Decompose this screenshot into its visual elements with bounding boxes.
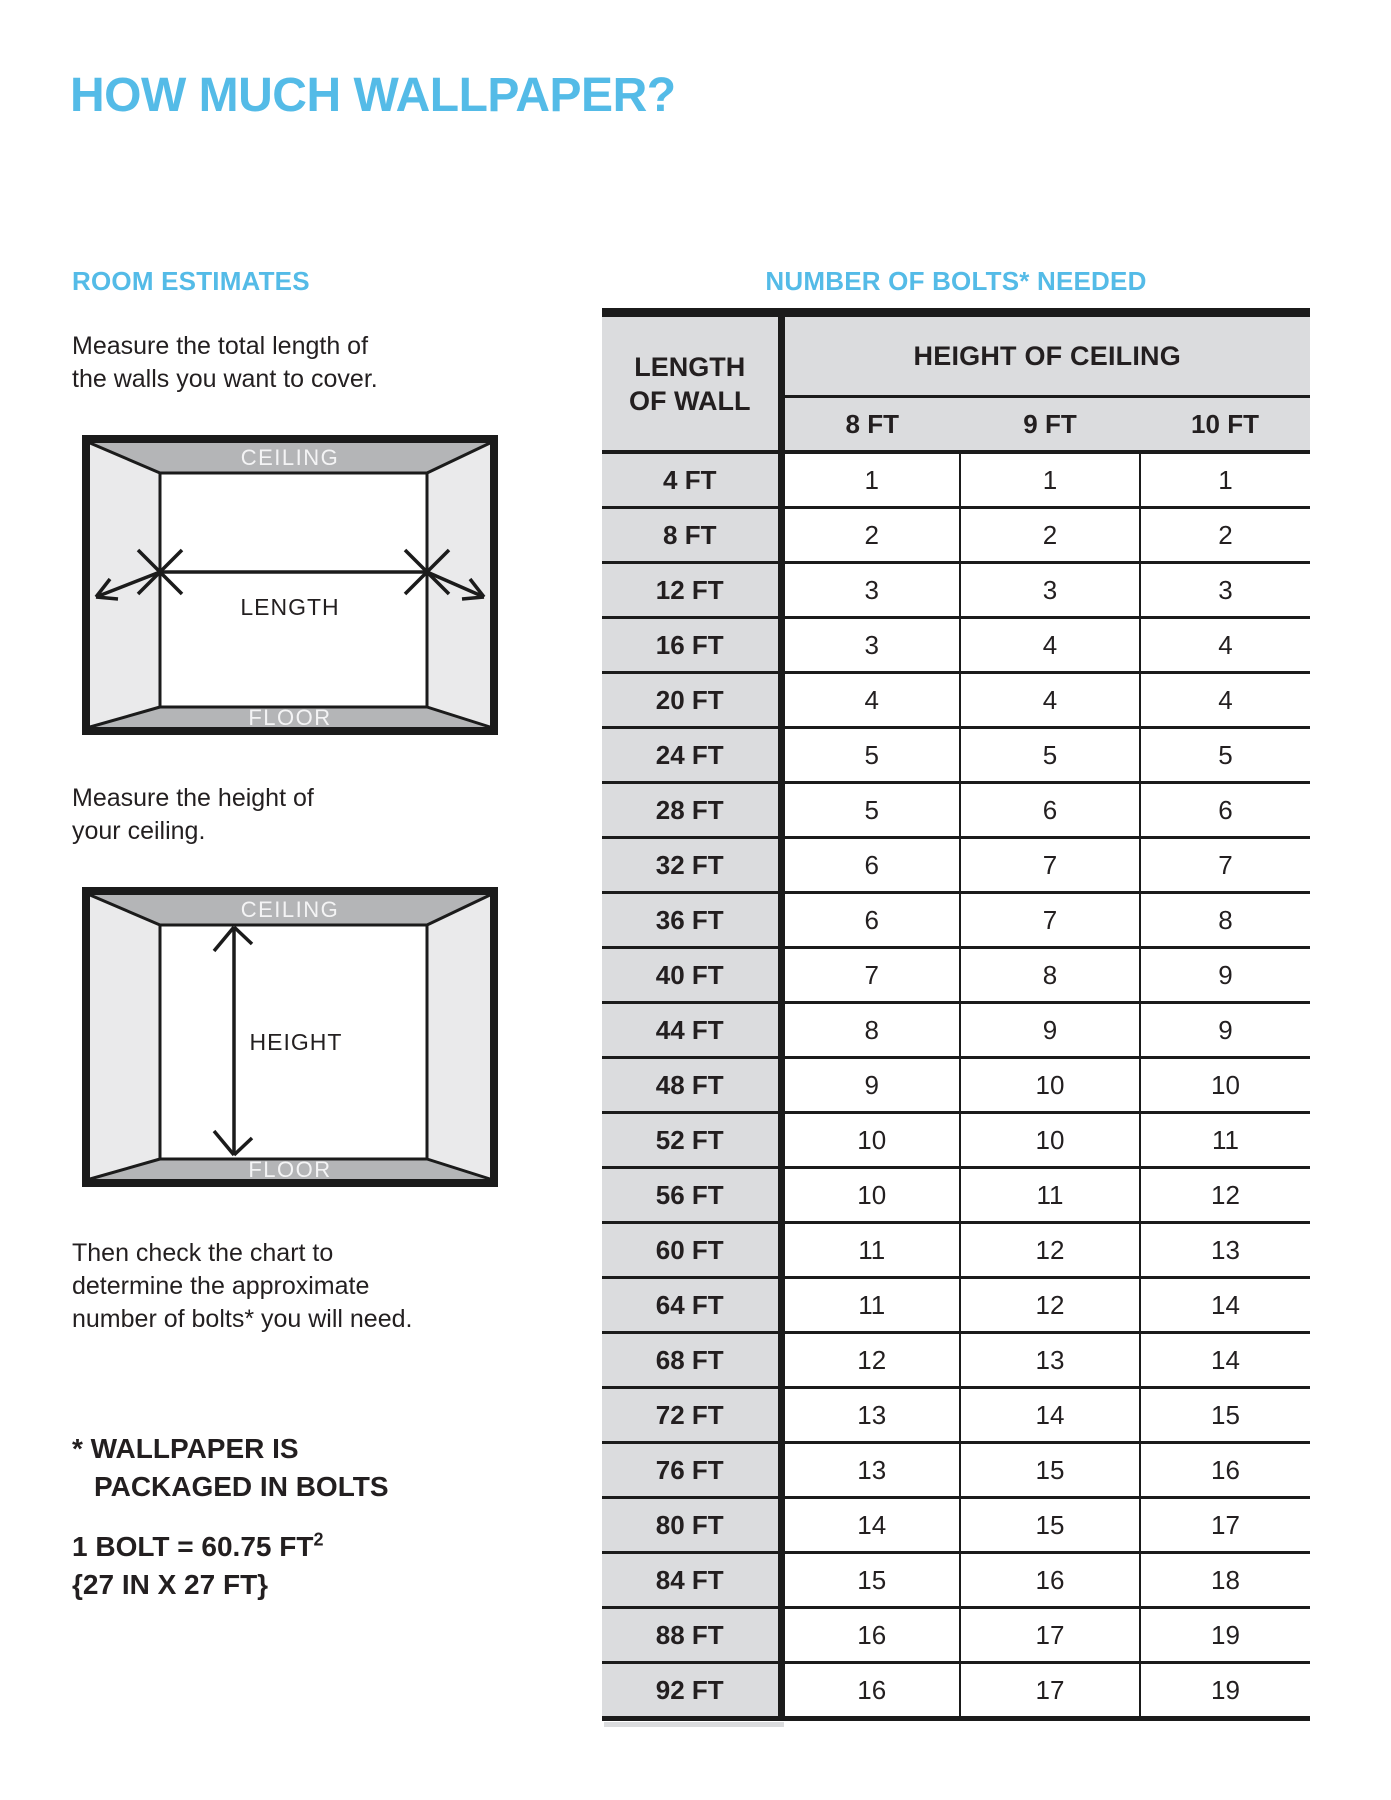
bolt-count-cell: 12 [1140,1168,1310,1223]
bolt-count-cell: 11 [960,1168,1140,1223]
bolt-count-cell: 10 [960,1058,1140,1113]
text-line: determine the approximate [72,1272,370,1300]
bolt-table [602,308,1310,1721]
bolts-needed-heading: NUMBER OF BOLTS* NEEDED [765,266,1147,296]
wall-length-cell: 84 FT [602,1553,781,1608]
bolt-count-cell: 11 [781,1223,960,1278]
back-wall [160,473,427,707]
bolt-count-cell: 2 [1140,508,1310,563]
bolt-count-cell: 13 [781,1388,960,1443]
wall-length-cell: 72 FT [602,1388,781,1443]
bolt-count-cell: 17 [960,1608,1140,1663]
bolt-equation [72,1528,323,1566]
bolt-count-cell: 14 [1140,1333,1310,1388]
bolt-count-cell: 10 [960,1113,1140,1168]
bolt-count-cell: 16 [781,1608,960,1663]
bolt-count-cell: 3 [1140,563,1310,618]
bolt-count-cell: 17 [960,1663,1140,1719]
text-line: * WALLPAPER IS [72,1433,299,1464]
bolt-count-cell: 15 [960,1443,1140,1498]
table-row [602,1608,1310,1663]
wall-length-header [602,313,781,453]
table-row [602,1003,1310,1058]
bolt-table-body [602,452,1310,1719]
bolt-count-cell: 4 [1140,673,1310,728]
table-row [602,1113,1310,1168]
bolt-count-cell: 12 [960,1278,1140,1333]
table-row [602,728,1310,783]
table-row [602,1443,1310,1498]
wall-length-cell: 24 FT [602,728,781,783]
bolt-size-info [72,1528,323,1604]
table-row [602,618,1310,673]
wall-length-cell: 88 FT [602,1608,781,1663]
bolt-count-cell: 12 [781,1333,960,1388]
table-row [602,1498,1310,1553]
text-line: the walls you want to cover. [72,365,378,393]
bolt-count-cell: 6 [960,783,1140,838]
text-line: your ceiling. [72,817,206,845]
bolt-count-cell: 5 [960,728,1140,783]
wall-length-cell: 64 FT [602,1278,781,1333]
bolt-dimensions: {27 IN X 27 FT} [72,1569,269,1600]
table-row [602,893,1310,948]
bolt-count-cell: 4 [1140,618,1310,673]
table-row [602,1333,1310,1388]
table-row [602,838,1310,893]
wall-length-cell: 68 FT [602,1333,781,1388]
table-row [602,1663,1310,1719]
page-title: HOW MUCH WALLPAPER? [70,69,676,122]
bolt-count-cell: 9 [1140,1003,1310,1058]
bolt-count-cell: 4 [960,618,1140,673]
room-estimates-heading: ROOM ESTIMATES [72,266,310,296]
bolt-count-cell: 7 [960,838,1140,893]
wall-length-cell: 12 FT [602,563,781,618]
table-row [602,452,1310,508]
length-label: LENGTH [240,594,340,620]
wall-length-cell: 20 FT [602,673,781,728]
table-row [602,1553,1310,1608]
table-row [602,1168,1310,1223]
bolt-count-cell: 12 [960,1223,1140,1278]
wall-length-cell: 52 FT [602,1113,781,1168]
bolt-count-cell: 13 [781,1443,960,1498]
ceiling-8ft-header: 8 FT [781,397,960,453]
bolt-count-cell: 7 [1140,838,1310,893]
bolt-count-cell: 15 [960,1498,1140,1553]
bolt-count-cell: 9 [1140,948,1310,1003]
bolt-count-cell: 1 [1140,452,1310,508]
bolt-count-cell: 7 [960,893,1140,948]
wall-length-cell: 80 FT [602,1498,781,1553]
bolt-count-cell: 3 [781,618,960,673]
height-diagram [82,887,498,1187]
bolt-count-cell: 9 [960,1003,1140,1058]
bolt-count-cell: 3 [960,563,1140,618]
bolt-count-cell: 10 [781,1113,960,1168]
bolt-count-cell: 2 [781,508,960,563]
bolt-count-cell: 2 [960,508,1140,563]
wallpaper-footnote [72,1430,389,1506]
bolt-count-cell: 8 [781,1003,960,1058]
wall-length-cell: 60 FT [602,1223,781,1278]
bolt-count-cell: 19 [1140,1663,1310,1719]
bolt-count-cell: 8 [960,948,1140,1003]
bolt-count-cell: 18 [1140,1553,1310,1608]
wall-length-cell: 28 FT [602,783,781,838]
table-row [602,1223,1310,1278]
bolt-count-cell: 5 [1140,728,1310,783]
wall-length-cell: 32 FT [602,838,781,893]
wall-length-cell: 48 FT [602,1058,781,1113]
text-line: OF WALL [629,385,751,416]
bolt-count-cell: 14 [1140,1278,1310,1333]
table-row [602,948,1310,1003]
table-row [602,1278,1310,1333]
bolt-count-cell: 6 [1140,783,1310,838]
exponent: 2 [313,1529,324,1550]
text-line: Then check the chart to [72,1239,334,1267]
bolt-count-cell: 13 [960,1333,1140,1388]
bolt-count-cell: 14 [960,1388,1140,1443]
instruction-measure-length [72,330,378,396]
bolt-count-cell: 5 [781,728,960,783]
table-shadow [604,1722,784,1727]
bolt-count-cell: 7 [781,948,960,1003]
bolt-count-cell: 16 [960,1553,1140,1608]
wall-length-cell: 4 FT [602,452,781,508]
instruction-check-chart [72,1237,412,1336]
wall-length-cell: 40 FT [602,948,781,1003]
instruction-measure-height [72,782,314,848]
table-row [602,508,1310,563]
text-line: LENGTH [634,351,746,382]
floor-label: FLOOR [248,705,332,730]
table-row [602,563,1310,618]
bolt-count-cell: 11 [781,1278,960,1333]
ceiling-10ft-header: 10 FT [1140,397,1310,453]
bolt-count-cell: 14 [781,1498,960,1553]
bolt-count-cell: 6 [781,893,960,948]
wall-length-cell: 8 FT [602,508,781,563]
bolt-count-cell: 11 [1140,1113,1310,1168]
text-line: PACKAGED IN BOLTS [94,1471,389,1502]
table-row [602,673,1310,728]
bolt-count-cell: 16 [781,1663,960,1719]
wall-length-cell: 44 FT [602,1003,781,1058]
wall-length-cell: 76 FT [602,1443,781,1498]
bolt-count-cell: 19 [1140,1608,1310,1663]
text-line: number of bolts* you will need. [72,1305,413,1333]
table-row [602,1388,1310,1443]
bolt-count-cell: 5 [781,783,960,838]
bolt-count-cell: 15 [1140,1388,1310,1443]
bolt-count-cell: 6 [781,838,960,893]
bolt-count-cell: 15 [781,1553,960,1608]
bolt-count-cell: 17 [1140,1498,1310,1553]
right-wall [427,895,490,1179]
height-label: HEIGHT [249,1029,343,1055]
wall-length-cell: 36 FT [602,893,781,948]
ceiling-9ft-header: 9 FT [960,397,1140,453]
text-line: 1 BOLT = 60.75 FT [72,1531,314,1562]
bolt-count-cell: 4 [960,673,1140,728]
length-diagram [82,435,498,735]
left-wall [90,895,160,1179]
wall-length-cell: 16 FT [602,618,781,673]
bolt-count-cell: 13 [1140,1223,1310,1278]
floor-label: FLOOR [248,1157,332,1182]
bolt-count-cell: 9 [781,1058,960,1113]
wall-length-cell: 92 FT [602,1663,781,1719]
ceiling-height-header: HEIGHT OF CEILING [781,313,1310,397]
wall-length-cell: 56 FT [602,1168,781,1223]
ceiling-label: CEILING [240,445,340,470]
table-row [602,783,1310,838]
bolt-count-cell: 8 [1140,893,1310,948]
table-row [602,1058,1310,1113]
bolt-count-cell: 10 [781,1168,960,1223]
bolt-count-cell: 1 [781,452,960,508]
bolt-count-cell: 4 [781,673,960,728]
bolt-count-cell: 10 [1140,1058,1310,1113]
text-line: Measure the height of [72,784,314,812]
text-line: Measure the total length of [72,332,369,360]
ceiling-label: CEILING [240,897,340,922]
bolt-count-cell: 3 [781,563,960,618]
bolt-count-cell: 16 [1140,1443,1310,1498]
bolt-count-cell: 1 [960,452,1140,508]
